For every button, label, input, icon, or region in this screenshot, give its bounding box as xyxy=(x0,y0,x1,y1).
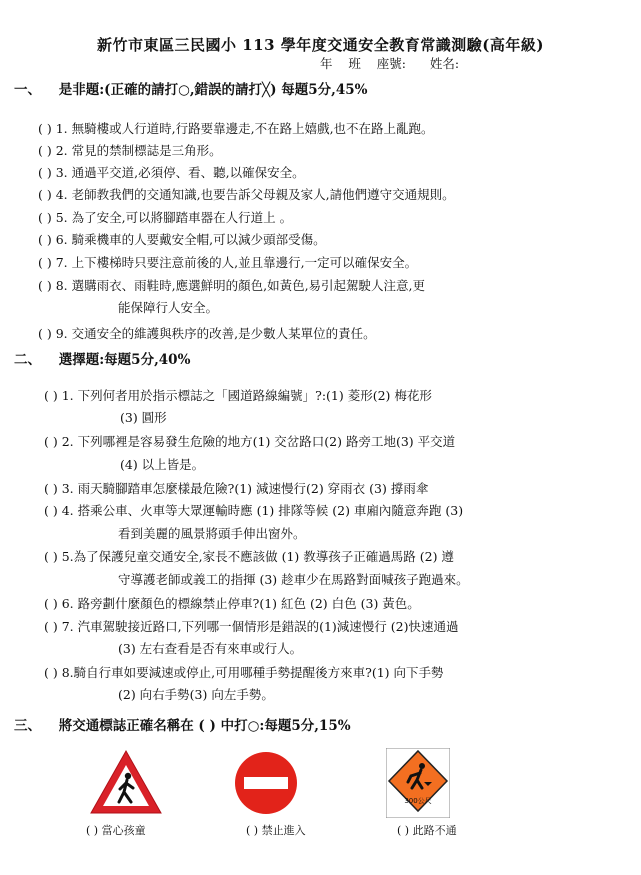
answer-blank[interactable]: ( ) xyxy=(38,210,52,225)
section1-title: 是非題:(正確的請打○,錯誤的請打╳) 每題5分,45% xyxy=(58,82,368,98)
question-text: 5. 為了安全,可以將腳踏車器在人行道上 。 xyxy=(55,210,293,225)
answer-blank[interactable]: ( ) xyxy=(38,326,52,341)
answer-blank[interactable]: ( ) xyxy=(38,121,52,136)
s1-question xyxy=(38,252,417,274)
answer-blank[interactable]: ( ) xyxy=(44,596,58,611)
answer-blank[interactable]: ( ) xyxy=(38,165,52,180)
question-text: 2. 下列哪裡是容易發生危險的地方(1) 交岔路口(2) 路旁工地(3) 平交道 xyxy=(61,434,456,449)
answer-blank[interactable]: ( ) xyxy=(44,481,58,496)
s1-question xyxy=(38,140,222,162)
question-text: 4. 搭乘公車、火車等大眾運輸時應 (1) 排隊等候 (2) 車廂內隨意奔跑 (3) xyxy=(61,503,464,518)
road-work-sign-icon xyxy=(386,748,450,818)
question-continuation: 守導護老師或義工的指揮 (3) 趁車少在馬路對面喊孩子跑過來。 xyxy=(118,572,469,587)
question-text: 6. 路旁劃什麼顏色的標線禁止停車?(1) 紅色 (2) 白色 (3) 黃色。 xyxy=(61,596,420,611)
section1-number: 一、 xyxy=(14,82,41,98)
answer-blank[interactable]: ( ) xyxy=(38,187,52,202)
s2-question xyxy=(44,478,428,500)
question-continuation: (3) 圓形 xyxy=(120,410,167,425)
question-text: 3. 雨天騎腳踏車怎麼樣最危險?(1) 減速慢行(2) 穿雨衣 (3) 撐雨傘 xyxy=(61,481,429,496)
question-text: 8. 選購雨衣、雨鞋時,應選鮮明的顏色,如黃色,易引起駕駛人注意,更 xyxy=(55,278,426,293)
answer-blank[interactable]: ( ) xyxy=(38,255,52,270)
s2-question xyxy=(44,662,444,684)
question-continuation: (3) 左右查看是否有來車或行人。 xyxy=(118,641,303,656)
pedestrian-warning-sign-icon xyxy=(88,748,164,816)
section3-title: 將交通標誌正確名稱在 ( ) 中打○:每題5分,15% xyxy=(58,718,351,734)
page-title: 新竹市東區三民國小 113 學年度交通安全教育常識測驗(高年級) xyxy=(97,36,544,54)
answer-blank[interactable]: ( ) xyxy=(38,232,52,247)
no-entry-sign-icon xyxy=(233,750,299,816)
s1-question xyxy=(38,118,434,140)
section2-heading xyxy=(14,348,190,368)
answer-blank[interactable]: ( ) xyxy=(38,143,52,158)
answer-blank[interactable]: ( ) xyxy=(44,503,58,518)
question-text: 1. 下列何者用於指示標誌之「國道路線編號」?:(1) 菱形(2) 梅花形 xyxy=(61,388,432,403)
answer-blank[interactable]: ( ) xyxy=(44,549,58,564)
section1-heading xyxy=(14,78,367,98)
sign-caption[interactable]: ( ) 當心孩童 xyxy=(86,824,146,837)
s1-question xyxy=(38,184,455,206)
question-continuation: 能保障行人安全。 xyxy=(118,300,219,315)
question-text: 9. 交通安全的維護與秩序的改善,是少數人某單位的責任。 xyxy=(55,326,376,341)
sign-caption[interactable]: ( ) 禁止進入 xyxy=(246,824,306,837)
s1-question xyxy=(38,162,305,184)
s2-question xyxy=(44,546,454,568)
s1-question xyxy=(38,229,326,251)
s2-question xyxy=(44,593,420,615)
question-text: 1. 無騎樓或人行道時,行路要靠邊走,不在路上嬉戲,也不在路上亂跑。 xyxy=(55,121,434,136)
s1-question xyxy=(38,207,292,229)
question-continuation: (2) 向右手勢(3) 向左手勢。 xyxy=(118,687,274,702)
s1-question xyxy=(38,323,376,345)
question-text: 6. 騎乘機車的人要戴安全帽,可以減少頭部受傷。 xyxy=(55,232,326,247)
question-text: 3. 通過平交道,必須停、看、聽,以確保安全。 xyxy=(55,165,305,180)
section3-heading xyxy=(14,714,351,734)
question-text: 8.騎自行車如要減速或停止,可用哪種手勢提醒後方來車?(1) 向下手勢 xyxy=(61,665,444,680)
s2-question xyxy=(44,431,455,453)
question-text: 4. 老師教我們的交通知識,也要告訴父母親及家人,請他們遵守交通規則。 xyxy=(55,187,455,202)
question-continuation: (4) 以上皆是。 xyxy=(120,457,205,472)
s2-question xyxy=(44,385,432,407)
sign-distance-text: 300公尺 xyxy=(404,797,432,805)
question-text: 7. 上下樓梯時只要注意前後的人,並且靠邊行,一定可以確保安全。 xyxy=(55,255,418,270)
section2-number: 二、 xyxy=(14,352,41,368)
s2-question xyxy=(44,500,463,522)
question-text: 7. 汽車駕駛接近路口,下列哪一個情形是錯誤的(1)減速慢行 (2)快速通過 xyxy=(61,619,459,634)
answer-blank[interactable]: ( ) xyxy=(44,434,58,449)
answer-blank[interactable]: ( ) xyxy=(44,665,58,680)
question-continuation: 看到美麗的風景將頭手伸出窗外。 xyxy=(118,526,306,541)
question-text: 2. 常見的禁制標誌是三角形。 xyxy=(55,143,222,158)
s2-question xyxy=(44,616,458,638)
s1-question xyxy=(38,275,425,297)
section2-title: 選擇題:每題5分,40% xyxy=(58,352,191,368)
answer-blank[interactable]: ( ) xyxy=(44,619,58,634)
section3-number: 三、 xyxy=(14,718,41,734)
answer-blank[interactable]: ( ) xyxy=(38,278,52,293)
answer-blank[interactable]: ( ) xyxy=(44,388,58,403)
sign-caption[interactable]: ( ) 此路不通 xyxy=(397,824,457,837)
student-info-line: 年 班 座號: 姓名: xyxy=(320,56,460,71)
question-text: 5.為了保護兒童交通安全,家長不應該做 (1) 教導孩子正確過馬路 (2) 遵 xyxy=(61,549,454,564)
